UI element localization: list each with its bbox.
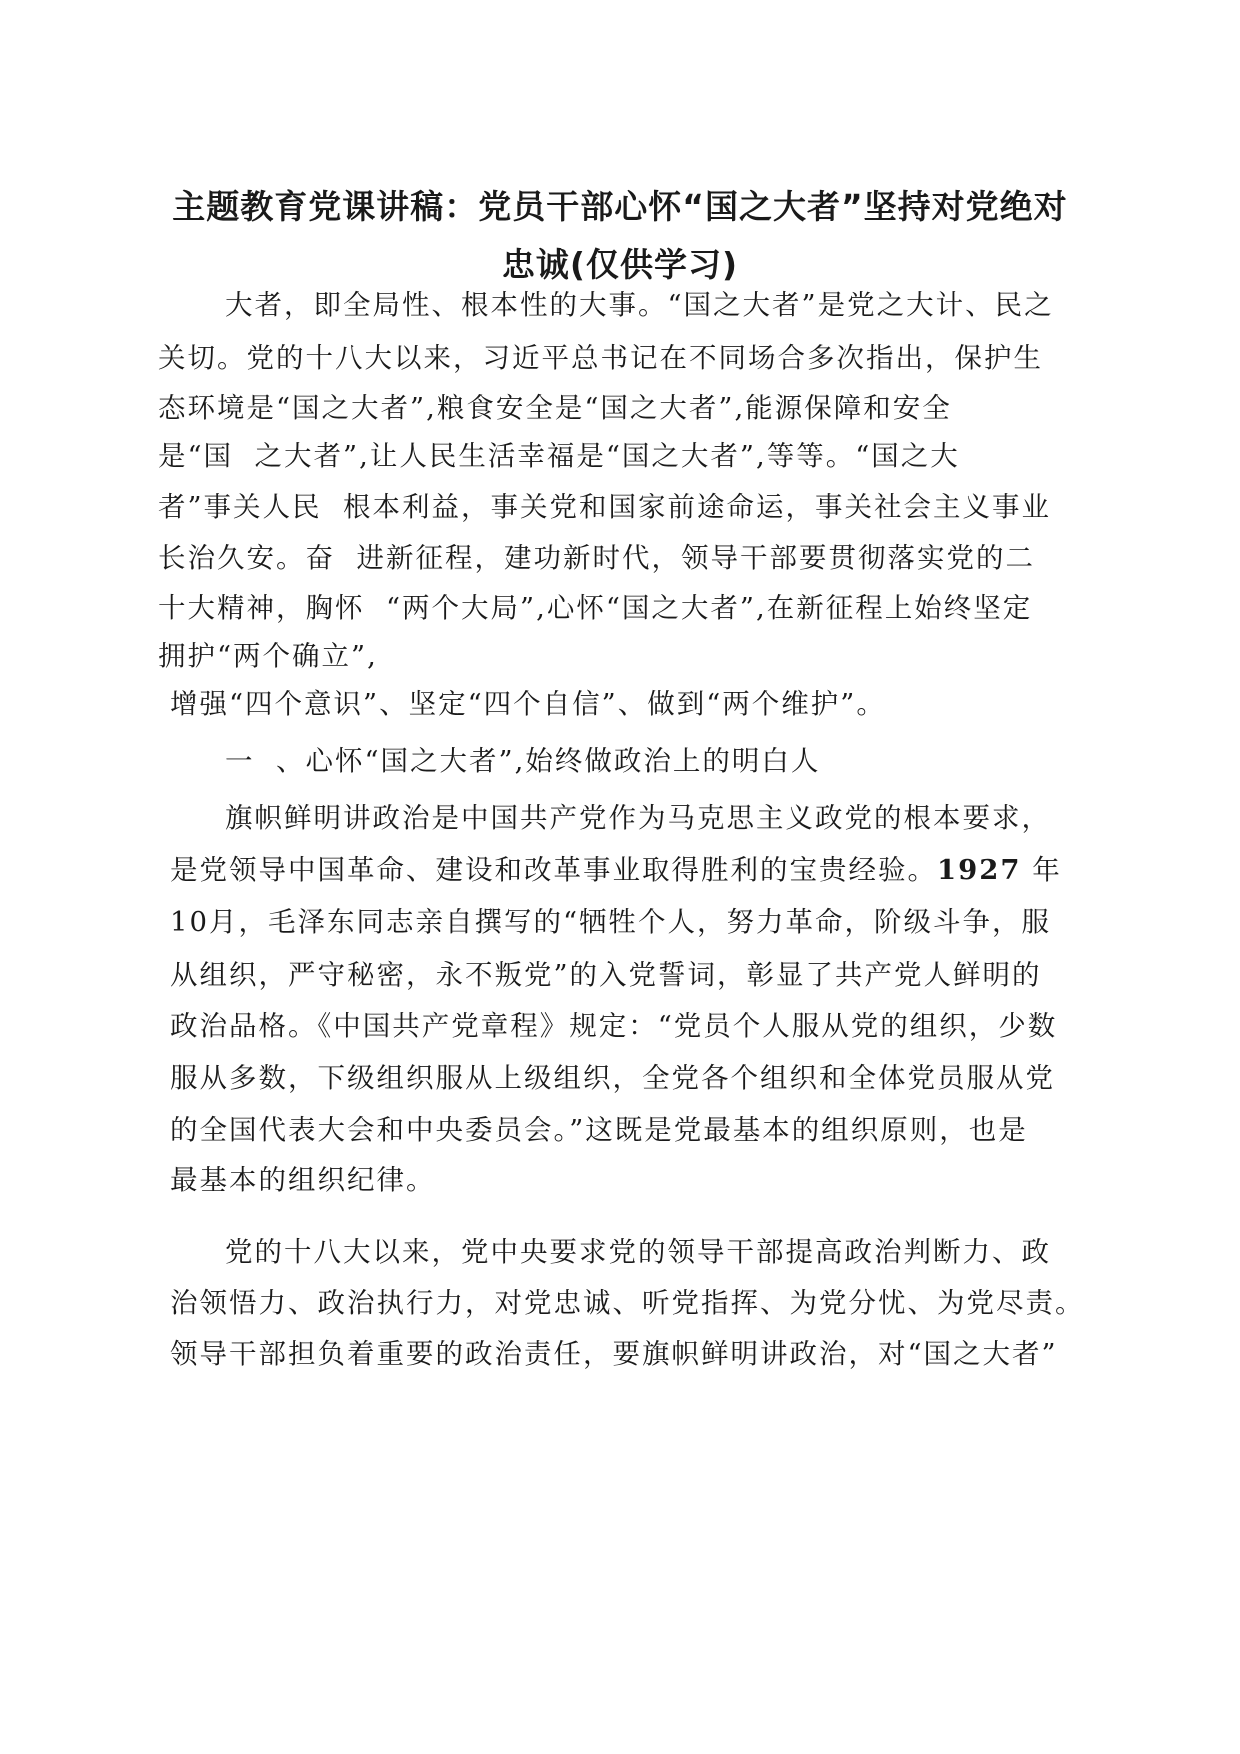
paragraph-2-line-8: 最基本的组织纪律。 bbox=[170, 1164, 436, 1196]
paragraph-1-line-3: 态环境是“国之大者”,粮食安全是“国之大者”,能源保障和安全 bbox=[158, 392, 952, 424]
paragraph-1-line-2: 关切。党的十八大以来，习近平总书记在不同场合多次指出，保护生 bbox=[158, 342, 1043, 374]
paragraph-2-year: 1927 bbox=[937, 854, 1022, 886]
title-line-1: 主题教育党课讲稿：党员干部心怀“国之大者”坚持对党绝对 bbox=[172, 187, 1068, 226]
paragraph-1-line-8: 拥护“两个确立”, bbox=[158, 640, 378, 672]
paragraph-1-line-4: 是“国 之大者”,让人民生活幸福是“国之大者”,等等。“国之大 bbox=[158, 440, 960, 472]
document-title bbox=[170, 178, 1070, 294]
paragraph-2-line-3: 10月，毛泽东同志亲自撰写的“牺牲个人，努力革命，阶级斗争，服 bbox=[170, 906, 1052, 938]
paragraph-3-line-3: 领导干部担负着重要的政治责任，要旗帜鲜明讲政治，对“国之大者” bbox=[170, 1338, 1058, 1370]
paragraph-2-line-2 bbox=[170, 850, 1062, 890]
section-heading-1: 一 、心怀“国之大者”,始终做政治上的明白人 bbox=[225, 745, 821, 777]
paragraph-2-line-2-text: 是党领导中国革命、建设和改革事业取得胜利的宝贵经验。 bbox=[170, 854, 937, 886]
paragraph-1-line-7: 十大精神，胸怀 “两个大局”,心怀“国之大者”,在新征程上始终坚定 bbox=[158, 592, 1033, 624]
paragraph-3-line-1: 党的十八大以来，党中央要求党的领导干部提高政治判断力、政 bbox=[225, 1236, 1051, 1268]
paragraph-3-line-2: 治领悟力、政治执行力，对党忠诚、听党指挥、为党分忧、为党尽责。 bbox=[170, 1287, 1085, 1319]
paragraph-2-line-7: 的全国代表大会和中央委员会。”这既是党最基本的组织原则，也是 bbox=[170, 1114, 1028, 1146]
paragraph-1-line-6: 长治久安。奋 进新征程，建功新时代，领导干部要贯彻落实党的二 bbox=[158, 542, 1035, 574]
paragraph-2-line-2-suffix: 年 bbox=[1021, 854, 1062, 886]
title-line-2: 忠诚(仅供学习) bbox=[501, 245, 739, 284]
paragraph-1-line-9: 增强“四个意识”、坚定“四个自信”、做到“两个维护”。 bbox=[170, 688, 886, 720]
paragraph-2-line-5: 政治品格。《中国共产党章程》规定：“党员个人服从党的组织，少数 bbox=[170, 1010, 1058, 1042]
paragraph-2-line-1: 旗帜鲜明讲政治是中国共产党作为马克思主义政党的根本要求， bbox=[225, 802, 1051, 834]
paragraph-2-line-4: 从组织，严守秘密，永不叛党”的入党誓词，彰显了共产党人鲜明的 bbox=[170, 959, 1042, 991]
paragraph-1-line-5: 者”事关人民 根本利益，事关党和国家前途命运，事关社会主义事业 bbox=[158, 491, 1052, 523]
paragraph-2-line-6: 服从多数，下级组织服从上级组织，全党各个组织和全体党员服从党 bbox=[170, 1062, 1055, 1094]
paragraph-1-line-1: 大者，即全局性、根本性的大事。“国之大者”是党之大计、民之 bbox=[225, 289, 1054, 321]
